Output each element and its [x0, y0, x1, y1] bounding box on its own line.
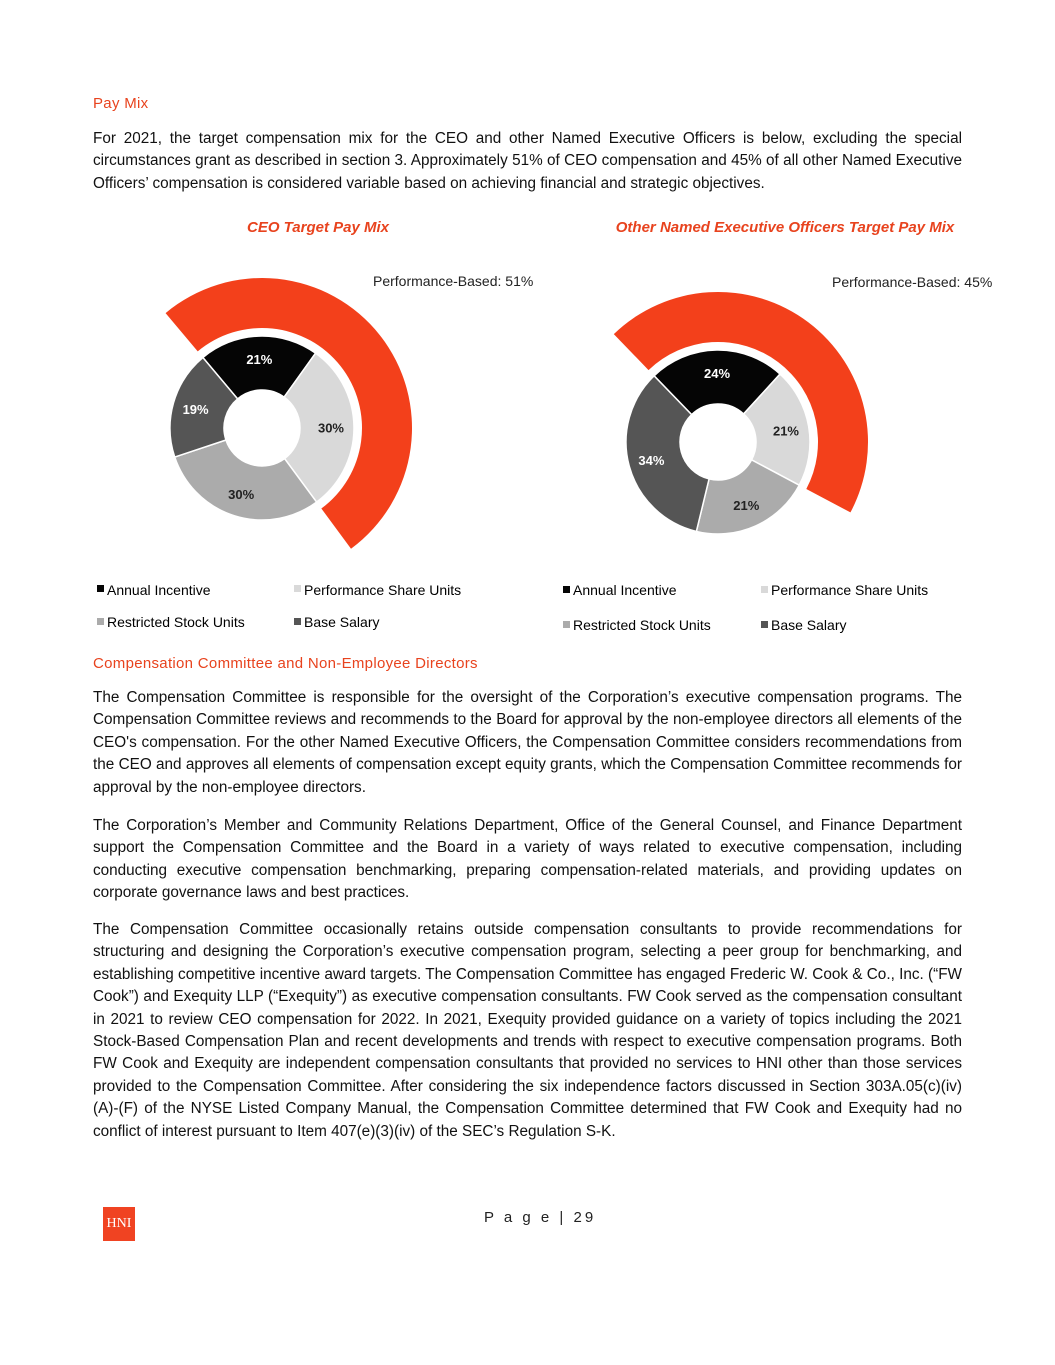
legend-swatch-performance-share-units: [761, 586, 768, 593]
legend-label-base-salary: Base Salary: [771, 617, 847, 633]
neo-performance-based-label: Performance-Based: 45%: [832, 274, 993, 290]
neo-slice-label-base-salary: 34%: [638, 453, 665, 469]
legend-swatch-restricted-stock-units: [97, 618, 104, 625]
legend-label-base-salary: Base Salary: [304, 614, 380, 630]
legend-swatch-performance-share-units: [294, 585, 301, 592]
ceo-chart-title: CEO Target Pay Mix: [247, 219, 389, 236]
ceo-pay-mix-chart: [97, 219, 533, 630]
neo-legend: [563, 582, 928, 633]
legend-label-performance-share-units: Performance Share Units: [771, 582, 929, 598]
committee-paragraph-2: The Corporation’s Member and Community Relations Department, Office of the General Counsel, and Finance Department support the Compensation Committee and the Board in a variety of ways related to executive compensation, including conducting executive compensation benchmarking, preparing compensation-related materials, and providing updates on corporate governance laws and best practices.: [93, 817, 962, 902]
legend-swatch-restricted-stock-units: [563, 621, 570, 628]
legend-label-annual-incentive: Annual Incentive: [107, 582, 211, 598]
ceo-performance-based-label: Performance-Based: 51%: [373, 273, 534, 289]
legend-swatch-base-salary: [761, 621, 768, 628]
pay-mix-heading: Pay Mix: [93, 95, 149, 112]
pay-mix-paragraph: For 2021, the target compensation mix for the CEO and other Named Executive Officers is below, excluding the special circumstances grant as described in section 3. Approximately 51% of CEO compensation and 45% of all other Named Executive Officers’ compensation is considered variable based on achieving financial and strategic objectives.: [93, 130, 962, 192]
committee-paragraph-1: The Compensation Committee is responsible for the oversight of the Corporation’s executive compensation programs. The Compensation Committee reviews and recommends to the Board for approval by the non-employee directors all elements of the CEO's compensation. For the other Named Executive Officers, the Compensation Committee considers recommendations from the CEO and approves all elements of compensation except equity grants, which the Compensation Committee recommends for approval by the non-employee directors.: [93, 689, 962, 796]
legend-label-restricted-stock-units: Restricted Stock Units: [107, 614, 245, 630]
hni-logo: HNI: [103, 1207, 135, 1241]
neo-slice-label-restricted-stock-units: 21%: [733, 497, 760, 513]
legend-swatch-annual-incentive: [563, 586, 570, 593]
page-number: P a g e | 29: [484, 1209, 597, 1226]
neo-slice-label-performance-share-units: 21%: [772, 423, 800, 439]
legend-swatch-annual-incentive: [97, 585, 104, 592]
ceo-slice-label-restricted-stock-units: 30%: [228, 486, 255, 502]
ceo-slice-label-performance-share-units: 30%: [317, 420, 345, 436]
neo-chart-title: Other Named Executive Officers Target Pay Mix: [615, 219, 955, 236]
neo-pay-mix-chart: [563, 219, 992, 633]
legend-label-restricted-stock-units: Restricted Stock Units: [573, 617, 711, 633]
ceo-slice-label-annual-incentive: 21%: [246, 352, 273, 368]
pay-mix-charts: [0, 205, 1055, 645]
ceo-legend: [97, 582, 461, 630]
legend-swatch-base-salary: [294, 618, 301, 625]
legend-label-annual-incentive: Annual Incentive: [573, 582, 677, 598]
legend-label-performance-share-units: Performance Share Units: [304, 582, 462, 598]
ceo-slice-label-base-salary: 19%: [182, 402, 209, 418]
neo-slice-label-annual-incentive: 24%: [704, 366, 731, 382]
committee-heading: Compensation Committee and Non-Employee Directors: [93, 655, 478, 672]
committee-paragraph-3: The Compensation Committee occasionally retains outside compensation consultants to provide recommendations for structuring and designing the Corporation’s executive compensation program, selecting a peer group for benchmarking, and establishing competitive incentive award targets. The Compensation Committee has engaged Frederic W. Cook & Co., Inc. (“FW Cook”) and Exequity LLP (“Exequity”) as executive compensation consultants. FW Cook served as the compensation consultant in 2021 to review CEO compensation for 2022. In 2021, Exequity provided guidance on a variety of topics including the 2021 Stock-Based Compensation Plan and recent developments and trends with respect to executive compensation programs. Both FW Cook and Exequity are independent compensation consultants that provided no services to HNI other than those services provided to the Compensation Committee. After considering the six independence factors discussed in Section 303A.05(c)(iv)(A)-(F) of the NYSE Listed Company Manual, the Compensation Committee determined that FW Cook and Exequity had no conflict of interest pursuant to Item 407(e)(3)(iv) of the SEC’s Regulation S-K.: [93, 921, 962, 1140]
